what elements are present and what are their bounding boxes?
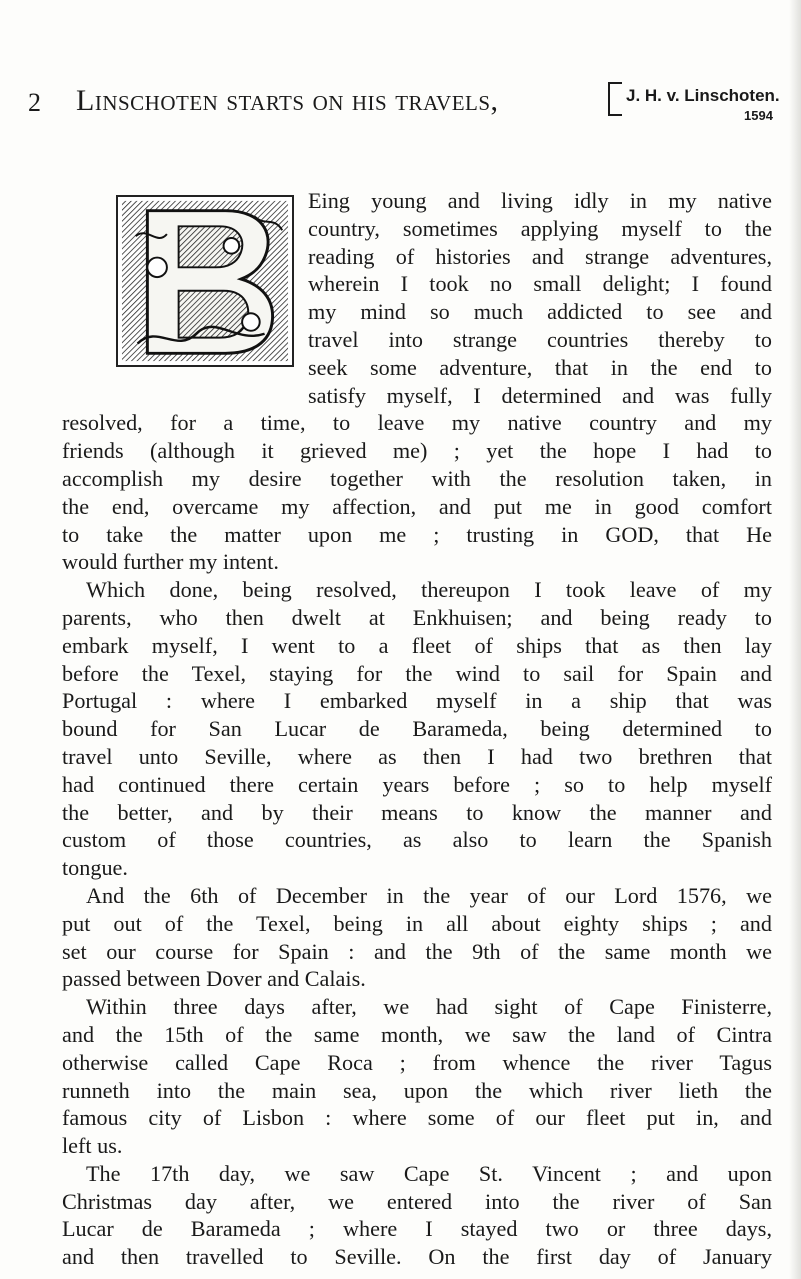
text-line: and the 15th of the same month, we saw the land of Cintra bbox=[62, 1021, 772, 1047]
text-line: travel unto Seville, where as then I had two brethren that bbox=[62, 743, 772, 769]
text-line: Eing young and living idly in my native bbox=[308, 188, 772, 213]
text-line: famous city of Lisbon : where some of our fleet put in, and bbox=[62, 1105, 772, 1131]
text-line: left us. bbox=[62, 1133, 123, 1159]
text-line: resolved, for a time, to leave my native country and my bbox=[62, 410, 772, 436]
text-line: otherwise called Cape Roca ; from whence the river Tagus bbox=[62, 1049, 772, 1075]
text-line: to take the matter upon me ; trusting in GOD, that He bbox=[62, 521, 772, 547]
running-title: Linschoten starts on his travels, bbox=[76, 84, 499, 117]
text-line: parents, who then dwelt at Enkhuisen; and being ready to bbox=[62, 604, 772, 630]
text-line: bound for San Lucar de Barameda, being determined to bbox=[62, 716, 772, 742]
text-line: accomplish my desire together with the resolution taken, in bbox=[62, 465, 772, 491]
text-line: custom of those countries, as also to learn the Spanish bbox=[62, 827, 772, 853]
text-line: runneth into the main sea, upon the which river lieth the bbox=[62, 1077, 772, 1103]
side-reference: J. H. v. Linschoten. bbox=[626, 86, 780, 105]
text-line: satisfy myself, I determined and was fully bbox=[308, 382, 772, 408]
text-line: Lucar de Barameda ; where I stayed two or three days, bbox=[62, 1216, 772, 1242]
text-line: had continued there certain years before ; so to help myself bbox=[62, 771, 772, 797]
text-line: Within three days after, we had sight of Cape Finisterre, bbox=[86, 994, 772, 1020]
bracket-mark bbox=[608, 82, 622, 116]
text-line: country, sometimes applying myself to the bbox=[308, 215, 772, 241]
text-line: friends (although it grieved me) ; yet the hope I had to bbox=[62, 438, 772, 464]
text-line: set our course for Spain : and the 9th of the same month we bbox=[62, 938, 772, 964]
text-line: Which done, being resolved, thereupon I took leave of my bbox=[86, 577, 772, 603]
text-line: wherein I took no small delight; I found bbox=[308, 271, 772, 297]
text-line: put out of the Texel, being in all about eighty ships ; and bbox=[62, 910, 772, 936]
text-line: tongue. bbox=[62, 855, 128, 881]
text-line: the better, and by their means to know the manner and bbox=[62, 799, 772, 825]
text-line: before the Texel, staying for the wind to sail for Spain and bbox=[62, 660, 772, 686]
text-line: the end, overcame my affection, and put me in good comfort bbox=[62, 493, 772, 519]
text-line: my mind so much addicted to see and bbox=[308, 299, 772, 325]
page-edge-shadow bbox=[789, 0, 801, 1279]
body-text bbox=[62, 187, 772, 1271]
text-line: embark myself, I went to a fleet of ships that as then lay bbox=[62, 632, 772, 658]
side-reference-year: 1594 bbox=[744, 108, 773, 123]
text-line: Portugal : where I embarked myself in a ship that was bbox=[62, 688, 772, 714]
text-line: The 17th day, we saw Cape St. Vincent ; and upon bbox=[86, 1160, 772, 1186]
text-line: and then travelled to Seville. On the first day of January bbox=[62, 1244, 772, 1270]
text-line: And the 6th of December in the year of our Lord 1576, we bbox=[86, 882, 772, 908]
text-line: travel into strange countries thereby to bbox=[308, 326, 772, 352]
text-line: would further my intent. bbox=[62, 549, 279, 575]
text-line: seek some adventure, that in the end to bbox=[308, 354, 772, 380]
page-number: 2 bbox=[28, 88, 41, 117]
text-line: passed between Dover and Calais. bbox=[62, 966, 366, 992]
text-line: Christmas day after, we entered into the river of San bbox=[62, 1188, 772, 1214]
page-header bbox=[28, 80, 788, 123]
text-line: reading of histories and strange adventures, bbox=[308, 243, 772, 269]
